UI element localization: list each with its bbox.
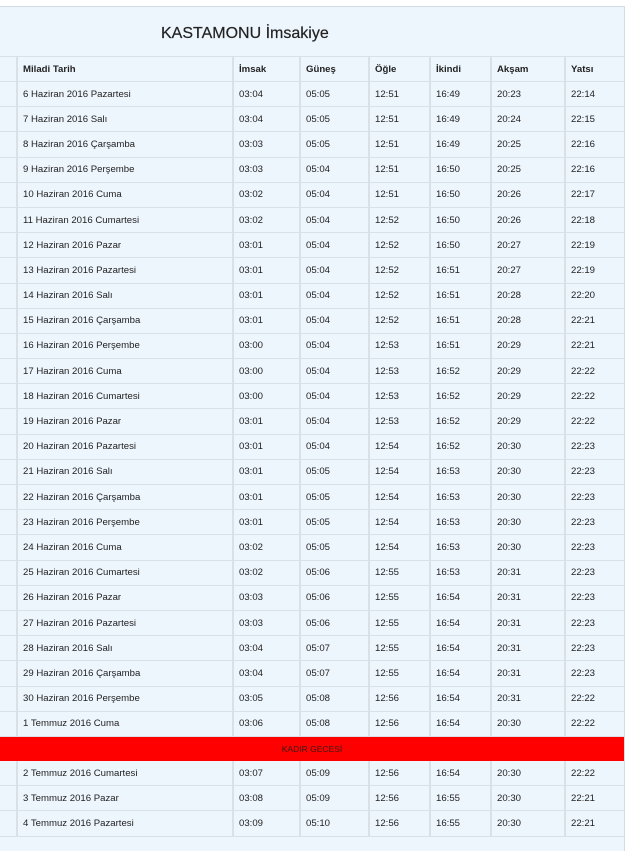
yatsi-cell: 22:23: [565, 510, 624, 535]
aksam-cell: 20:29: [491, 409, 565, 434]
imsakiye-page: [0, 6, 625, 851]
imsak-cell: 03:02: [233, 182, 300, 207]
aksam-cell: 20:30: [491, 434, 565, 459]
date-cell: 2 Temmuz 2016 Cumartesi: [17, 761, 233, 786]
gunes-cell: 05:04: [300, 182, 369, 207]
table-row: [0, 686, 624, 711]
gunes-cell: 05:05: [300, 535, 369, 560]
imsak-cell: 03:03: [233, 585, 300, 610]
table-row: [0, 786, 624, 811]
aksam-cell: 20:29: [491, 359, 565, 384]
row-spacer: [0, 636, 17, 661]
aksam-cell: 20:31: [491, 661, 565, 686]
table-row: [0, 585, 624, 610]
row-spacer: [0, 459, 17, 484]
aksam-cell: 20:30: [491, 459, 565, 484]
row-spacer: [0, 258, 17, 283]
yatsi-cell: 22:21: [565, 786, 624, 811]
row-spacer: [0, 207, 17, 232]
ogle-cell: 12:53: [369, 333, 430, 358]
gunes-cell: 05:04: [300, 434, 369, 459]
ikindi-cell: 16:51: [430, 258, 491, 283]
table-row: [0, 485, 624, 510]
imsak-cell: 03:03: [233, 132, 300, 157]
gunes-cell: 05:05: [300, 82, 369, 107]
header-spacer: [0, 57, 17, 82]
ogle-cell: 12:51: [369, 132, 430, 157]
table-row: [0, 233, 624, 258]
row-spacer: [0, 510, 17, 535]
ogle-cell: 12:56: [369, 711, 430, 736]
date-cell: 16 Haziran 2016 Perşembe: [17, 333, 233, 358]
date-cell: 7 Haziran 2016 Salı: [17, 107, 233, 132]
ogle-cell: 12:54: [369, 535, 430, 560]
date-cell: 20 Haziran 2016 Pazartesi: [17, 434, 233, 459]
yatsi-cell: 22:16: [565, 132, 624, 157]
imsak-cell: 03:01: [233, 409, 300, 434]
ikindi-cell: 16:53: [430, 485, 491, 510]
ikindi-cell: 16:54: [430, 610, 491, 635]
date-cell: 13 Haziran 2016 Pazartesi: [17, 258, 233, 283]
ogle-cell: 12:52: [369, 233, 430, 258]
ogle-cell: 12:52: [369, 283, 430, 308]
gunes-cell: 05:04: [300, 333, 369, 358]
aksam-cell: 20:30: [491, 761, 565, 786]
row-spacer: [0, 409, 17, 434]
gunes-cell: 05:04: [300, 157, 369, 182]
ikindi-cell: 16:49: [430, 132, 491, 157]
imsak-cell: 03:01: [233, 485, 300, 510]
yatsi-cell: 22:16: [565, 157, 624, 182]
yatsi-cell: 22:23: [565, 434, 624, 459]
imsak-cell: 03:01: [233, 459, 300, 484]
date-cell: 19 Haziran 2016 Pazar: [17, 409, 233, 434]
ikindi-cell: 16:54: [430, 761, 491, 786]
table-row: [0, 535, 624, 560]
date-cell: 22 Haziran 2016 Çarşamba: [17, 485, 233, 510]
aksam-cell: 20:31: [491, 560, 565, 585]
ikindi-cell: 16:53: [430, 560, 491, 585]
imsak-cell: 03:04: [233, 661, 300, 686]
yatsi-cell: 22:18: [565, 207, 624, 232]
ikindi-cell: 16:54: [430, 585, 491, 610]
yatsi-cell: 22:23: [565, 610, 624, 635]
row-spacer: [0, 233, 17, 258]
aksam-cell: 20:27: [491, 258, 565, 283]
ogle-cell: 12:56: [369, 786, 430, 811]
ikindi-cell: 16:55: [430, 811, 491, 836]
gunes-cell: 05:04: [300, 384, 369, 409]
gunes-cell: 05:07: [300, 636, 369, 661]
date-cell: 26 Haziran 2016 Pazar: [17, 585, 233, 610]
yatsi-cell: 22:22: [565, 711, 624, 736]
gunes-cell: 05:06: [300, 560, 369, 585]
row-spacer: [0, 434, 17, 459]
ogle-cell: 12:56: [369, 811, 430, 836]
gunes-cell: 05:07: [300, 661, 369, 686]
ogle-cell: 12:52: [369, 258, 430, 283]
aksam-cell: 20:30: [491, 510, 565, 535]
ikindi-cell: 16:50: [430, 233, 491, 258]
date-cell: 25 Haziran 2016 Cumartesi: [17, 560, 233, 585]
ikindi-cell: 16:54: [430, 661, 491, 686]
ogle-cell: 12:52: [369, 207, 430, 232]
imsak-cell: 03:03: [233, 157, 300, 182]
table-row: [0, 157, 624, 182]
yatsi-cell: 22:23: [565, 636, 624, 661]
table-row: [0, 182, 624, 207]
aksam-cell: 20:31: [491, 636, 565, 661]
ogle-cell: 12:53: [369, 409, 430, 434]
table-row: [0, 811, 624, 836]
date-cell: 30 Haziran 2016 Perşembe: [17, 686, 233, 711]
ogle-cell: 12:55: [369, 610, 430, 635]
row-spacer: [0, 811, 17, 836]
imsak-cell: 03:08: [233, 786, 300, 811]
table-row: [0, 409, 624, 434]
imsak-cell: 03:09: [233, 811, 300, 836]
ikindi-cell: 16:52: [430, 384, 491, 409]
gunes-cell: 05:04: [300, 409, 369, 434]
yatsi-cell: 22:15: [565, 107, 624, 132]
ikindi-cell: 16:54: [430, 686, 491, 711]
yatsi-cell: 22:23: [565, 585, 624, 610]
gunes-cell: 05:04: [300, 283, 369, 308]
imsak-cell: 03:04: [233, 636, 300, 661]
table-row: [0, 333, 624, 358]
ogle-cell: 12:53: [369, 384, 430, 409]
table-row: [0, 761, 624, 786]
date-cell: 3 Temmuz 2016 Pazar: [17, 786, 233, 811]
ogle-cell: 12:51: [369, 107, 430, 132]
row-spacer: [0, 761, 17, 786]
yatsi-cell: 22:19: [565, 258, 624, 283]
date-cell: 23 Haziran 2016 Perşembe: [17, 510, 233, 535]
gunes-cell: 05:04: [300, 308, 369, 333]
ikindi-cell: 16:50: [430, 157, 491, 182]
table-row: [0, 207, 624, 232]
imsak-cell: 03:05: [233, 686, 300, 711]
gunes-cell: 05:05: [300, 459, 369, 484]
special-night-row: [0, 736, 624, 761]
gunes-cell: 05:05: [300, 485, 369, 510]
aksam-cell: 20:30: [491, 811, 565, 836]
imsak-cell: 03:00: [233, 333, 300, 358]
date-cell: 21 Haziran 2016 Salı: [17, 459, 233, 484]
ogle-cell: 12:51: [369, 82, 430, 107]
aksam-cell: 20:28: [491, 308, 565, 333]
table-row: [0, 560, 624, 585]
date-cell: 9 Haziran 2016 Perşembe: [17, 157, 233, 182]
ikindi-cell: 16:55: [430, 786, 491, 811]
table-row: [0, 384, 624, 409]
ogle-cell: 12:55: [369, 560, 430, 585]
date-cell: 12 Haziran 2016 Pazar: [17, 233, 233, 258]
yatsi-cell: 22:23: [565, 485, 624, 510]
row-spacer: [0, 661, 17, 686]
gunes-cell: 05:05: [300, 132, 369, 157]
row-spacer: [0, 711, 17, 736]
aksam-cell: 20:30: [491, 485, 565, 510]
ikindi-cell: 16:53: [430, 535, 491, 560]
aksam-cell: 20:31: [491, 585, 565, 610]
date-cell: 28 Haziran 2016 Salı: [17, 636, 233, 661]
imsak-cell: 03:02: [233, 207, 300, 232]
date-cell: 10 Haziran 2016 Cuma: [17, 182, 233, 207]
date-cell: 4 Temmuz 2016 Pazartesi: [17, 811, 233, 836]
yatsi-cell: 22:21: [565, 333, 624, 358]
gunes-cell: 05:06: [300, 585, 369, 610]
ogle-cell: 12:55: [369, 636, 430, 661]
table-row: [0, 308, 624, 333]
imsak-cell: 03:01: [233, 258, 300, 283]
ikindi-cell: 16:50: [430, 182, 491, 207]
gunes-cell: 05:04: [300, 258, 369, 283]
imsak-cell: 03:04: [233, 82, 300, 107]
gunes-cell: 05:04: [300, 359, 369, 384]
ikindi-cell: 16:49: [430, 107, 491, 132]
gunes-cell: 05:10: [300, 811, 369, 836]
title-row: [0, 7, 624, 57]
ikindi-cell: 16:53: [430, 510, 491, 535]
date-cell: 18 Haziran 2016 Cumartesi: [17, 384, 233, 409]
ogle-cell: 12:52: [369, 308, 430, 333]
yatsi-cell: 22:22: [565, 384, 624, 409]
date-cell: 27 Haziran 2016 Pazartesi: [17, 610, 233, 635]
aksam-cell: 20:31: [491, 686, 565, 711]
table-row: [0, 132, 624, 157]
table-body: [0, 82, 624, 837]
ogle-cell: 12:56: [369, 761, 430, 786]
gunes-cell: 05:04: [300, 207, 369, 232]
aksam-cell: 20:28: [491, 283, 565, 308]
date-cell: 11 Haziran 2016 Cumartesi: [17, 207, 233, 232]
ikindi-cell: 16:52: [430, 359, 491, 384]
table-row: [0, 610, 624, 635]
table-row: [0, 510, 624, 535]
table-row: [0, 82, 624, 107]
aksam-cell: 20:27: [491, 233, 565, 258]
gunes-cell: 05:04: [300, 233, 369, 258]
ikindi-cell: 16:51: [430, 308, 491, 333]
table-row: [0, 711, 624, 736]
imsak-cell: 03:01: [233, 434, 300, 459]
gunes-cell: 05:05: [300, 107, 369, 132]
yatsi-cell: 22:19: [565, 233, 624, 258]
aksam-cell: 20:30: [491, 535, 565, 560]
ikindi-cell: 16:52: [430, 434, 491, 459]
yatsi-cell: 22:23: [565, 535, 624, 560]
date-cell: 24 Haziran 2016 Cuma: [17, 535, 233, 560]
header-ikindi: İkindi: [430, 57, 491, 82]
prayer-times-table: [0, 57, 624, 837]
row-spacer: [0, 157, 17, 182]
imsak-cell: 03:00: [233, 384, 300, 409]
row-spacer: [0, 585, 17, 610]
table-row: [0, 636, 624, 661]
aksam-cell: 20:30: [491, 711, 565, 736]
aksam-cell: 20:29: [491, 384, 565, 409]
header-aksam: Akşam: [491, 57, 565, 82]
ikindi-cell: 16:54: [430, 711, 491, 736]
imsak-cell: 03:02: [233, 535, 300, 560]
row-spacer: [0, 132, 17, 157]
ogle-cell: 12:51: [369, 157, 430, 182]
yatsi-cell: 22:23: [565, 459, 624, 484]
aksam-cell: 20:30: [491, 786, 565, 811]
aksam-cell: 20:25: [491, 157, 565, 182]
row-spacer: [0, 359, 17, 384]
date-cell: 6 Haziran 2016 Pazartesi: [17, 82, 233, 107]
row-spacer: [0, 333, 17, 358]
imsak-cell: 03:00: [233, 359, 300, 384]
table-row: [0, 258, 624, 283]
gunes-cell: 05:08: [300, 711, 369, 736]
ogle-cell: 12:53: [369, 359, 430, 384]
page-title: KASTAMONU İmsakiye: [161, 25, 329, 42]
yatsi-cell: 22:22: [565, 359, 624, 384]
ikindi-cell: 16:52: [430, 409, 491, 434]
yatsi-cell: 22:22: [565, 686, 624, 711]
row-spacer: [0, 308, 17, 333]
aksam-cell: 20:29: [491, 333, 565, 358]
date-cell: 14 Haziran 2016 Salı: [17, 283, 233, 308]
yatsi-cell: 22:17: [565, 182, 624, 207]
header-date: Miladi Tarih: [17, 57, 233, 82]
table-row: [0, 661, 624, 686]
row-spacer: [0, 535, 17, 560]
table-row: [0, 459, 624, 484]
yatsi-cell: 22:14: [565, 82, 624, 107]
date-cell: 17 Haziran 2016 Cuma: [17, 359, 233, 384]
imsak-cell: 03:01: [233, 510, 300, 535]
gunes-cell: 05:06: [300, 610, 369, 635]
gunes-cell: 05:09: [300, 786, 369, 811]
ogle-cell: 12:55: [369, 661, 430, 686]
special-night-label: KADIR GECESİ: [0, 736, 624, 761]
yatsi-cell: 22:22: [565, 409, 624, 434]
aksam-cell: 20:25: [491, 132, 565, 157]
imsak-cell: 03:01: [233, 308, 300, 333]
table-row: [0, 107, 624, 132]
aksam-cell: 20:26: [491, 207, 565, 232]
ogle-cell: 12:56: [369, 686, 430, 711]
row-spacer: [0, 182, 17, 207]
header-ogle: Öğle: [369, 57, 430, 82]
imsak-cell: 03:06: [233, 711, 300, 736]
aksam-cell: 20:23: [491, 82, 565, 107]
ogle-cell: 12:54: [369, 434, 430, 459]
date-cell: 15 Haziran 2016 Çarşamba: [17, 308, 233, 333]
table-row: [0, 434, 624, 459]
table-header-row: [0, 57, 624, 82]
imsak-cell: 03:02: [233, 560, 300, 585]
yatsi-cell: 22:21: [565, 308, 624, 333]
aksam-cell: 20:26: [491, 182, 565, 207]
gunes-cell: 05:08: [300, 686, 369, 711]
yatsi-cell: 22:22: [565, 761, 624, 786]
row-spacer: [0, 560, 17, 585]
yatsi-cell: 22:21: [565, 811, 624, 836]
row-spacer: [0, 786, 17, 811]
ikindi-cell: 16:53: [430, 459, 491, 484]
row-spacer: [0, 610, 17, 635]
gunes-cell: 05:09: [300, 761, 369, 786]
row-spacer: [0, 686, 17, 711]
row-spacer: [0, 82, 17, 107]
imsak-cell: 03:04: [233, 107, 300, 132]
header-imsak: İmsak: [233, 57, 300, 82]
aksam-cell: 20:24: [491, 107, 565, 132]
row-spacer: [0, 283, 17, 308]
imsak-cell: 03:01: [233, 233, 300, 258]
yatsi-cell: 22:23: [565, 661, 624, 686]
row-spacer: [0, 485, 17, 510]
ogle-cell: 12:51: [369, 182, 430, 207]
gunes-cell: 05:05: [300, 510, 369, 535]
aksam-cell: 20:31: [491, 610, 565, 635]
ogle-cell: 12:54: [369, 485, 430, 510]
ikindi-cell: 16:50: [430, 207, 491, 232]
yatsi-cell: 22:23: [565, 560, 624, 585]
row-spacer: [0, 107, 17, 132]
ikindi-cell: 16:49: [430, 82, 491, 107]
ikindi-cell: 16:51: [430, 333, 491, 358]
header-yatsi: Yatsı: [565, 57, 624, 82]
ogle-cell: 12:54: [369, 459, 430, 484]
date-cell: 1 Temmuz 2016 Cuma: [17, 711, 233, 736]
ogle-cell: 12:55: [369, 585, 430, 610]
table-row: [0, 283, 624, 308]
imsak-cell: 03:01: [233, 283, 300, 308]
header-gunes: Güneş: [300, 57, 369, 82]
imsak-cell: 03:07: [233, 761, 300, 786]
table-row: [0, 359, 624, 384]
ikindi-cell: 16:51: [430, 283, 491, 308]
imsak-cell: 03:03: [233, 610, 300, 635]
date-cell: 29 Haziran 2016 Çarşamba: [17, 661, 233, 686]
ikindi-cell: 16:54: [430, 636, 491, 661]
ogle-cell: 12:54: [369, 510, 430, 535]
yatsi-cell: 22:20: [565, 283, 624, 308]
date-cell: 8 Haziran 2016 Çarşamba: [17, 132, 233, 157]
row-spacer: [0, 384, 17, 409]
